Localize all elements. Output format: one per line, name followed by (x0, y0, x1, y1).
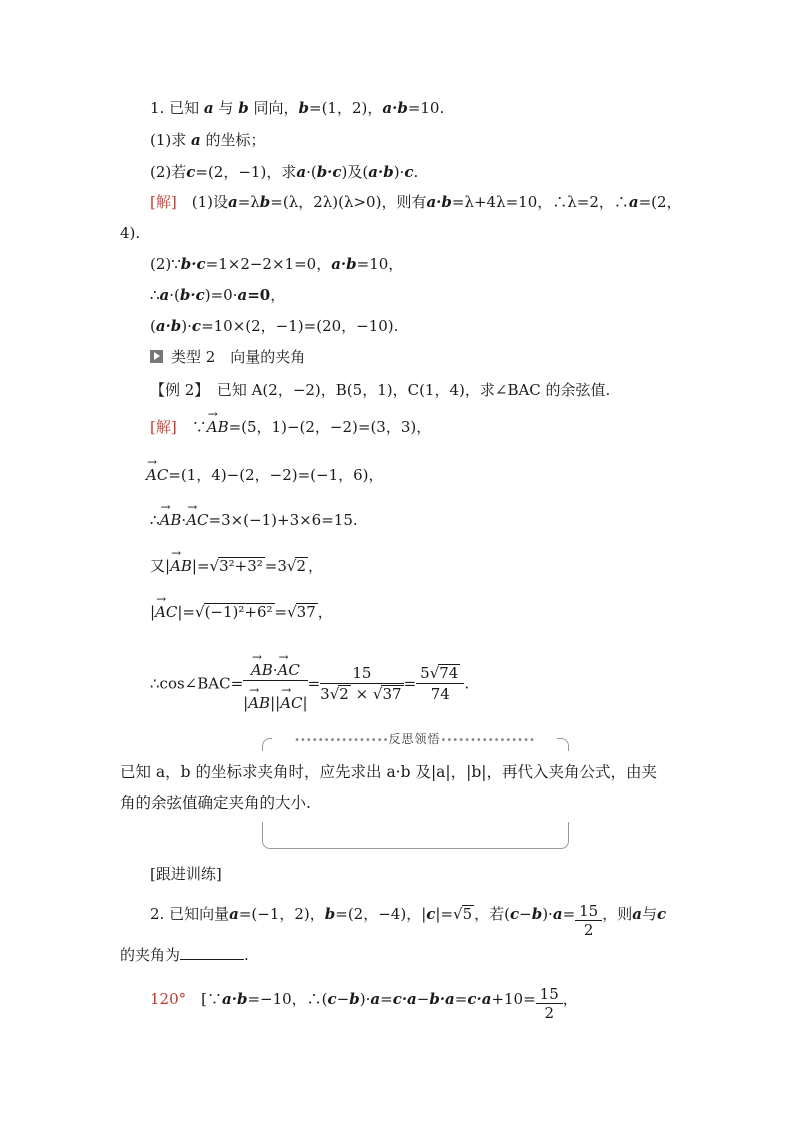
play-icon (150, 350, 163, 363)
text: = (562, 905, 576, 923)
text: =λ+4λ=10，∴λ=2，∴ (451, 193, 629, 211)
vector-AC: → AC (146, 465, 168, 485)
radicand: 3²+3² (219, 557, 263, 575)
solution-2-line-4: 又|→ AB|=√3²+3² =3√2 ， (150, 556, 323, 576)
var-a: a (159, 286, 170, 304)
var-a: a (296, 163, 307, 181)
denominator: 2 (544, 1004, 554, 1022)
vector-AB: → AB (207, 417, 229, 437)
text: )· (359, 990, 371, 1008)
var-ab: a·b (426, 193, 452, 211)
var-b: b (531, 905, 543, 923)
fraction-15-2 (575, 902, 602, 939)
fraction-3 (416, 663, 464, 704)
radicand: 37 (382, 685, 402, 703)
fraction-3-denominator: 74 (430, 685, 450, 703)
var-ab: a·b (382, 99, 408, 117)
solution-1-line-5 (150, 316, 398, 336)
var-ab: a·b (222, 990, 248, 1008)
fraction-1 (243, 654, 307, 713)
var-a: a (628, 193, 639, 211)
text: )· (542, 905, 553, 923)
var-ca: c·a (392, 990, 417, 1008)
fraction-1-denominator: |→ AB||→ AC| (243, 681, 307, 713)
text: =(5，1)−(2，−2)=(3，3)， (228, 418, 432, 436)
var-b: b (238, 99, 249, 117)
text: (1)设 (191, 193, 228, 211)
reflection-title-text: 反思领悟 (388, 732, 441, 746)
text: = (274, 603, 288, 621)
vector-AB: → AB (248, 693, 270, 713)
text: × (355, 685, 369, 703)
fraction-2-denominator: 3√2 × √37 (320, 685, 402, 703)
var-b: b (324, 905, 336, 923)
var-a: a (552, 905, 563, 923)
text: =0 (247, 286, 271, 304)
var-c: c (657, 905, 667, 923)
text: [∵ (201, 990, 223, 1008)
section-title: 类型 2 向量的夹角 (171, 348, 306, 366)
reflection-title: ••••••••••••••••反思领悟•••••••••••••••• (272, 730, 557, 747)
var-c: c (186, 163, 196, 181)
text: 5 (420, 664, 430, 682)
solution-1-line-1 (150, 192, 682, 212)
text: 与 (641, 905, 657, 923)
text: =λ (237, 193, 260, 211)
fraction-15-2 (536, 985, 563, 1022)
text: =−10，∴( (247, 990, 328, 1008)
text: =10×(2，−1)=(20，−10). (201, 317, 399, 335)
example-text: 已知 A(2，−2)，B(5，1)，C(1，4)，求∠BAC 的余弦值. (216, 381, 611, 399)
solution-1-line-3 (150, 254, 403, 274)
text: =10， (356, 255, 404, 273)
var-bc: b·c (316, 163, 342, 181)
vector-AC: → AC (278, 660, 300, 680)
radicand: 37 (296, 603, 316, 621)
text: 与 (218, 99, 234, 117)
text: =(−1，2)， (238, 905, 325, 923)
text: 的坐标； (205, 131, 266, 149)
var-b: b (349, 990, 360, 1008)
text: = (307, 674, 321, 693)
expr: (a·b)·c (362, 163, 414, 181)
var-c: c (404, 163, 414, 181)
text: =(2，−4)，| (335, 905, 427, 923)
solution-tag: [解] (150, 418, 177, 436)
problem-1-statement (150, 98, 444, 118)
practice-header: [跟进训练] (150, 865, 222, 883)
text: − (416, 990, 430, 1008)
var-a: a (632, 905, 642, 923)
text: = (380, 990, 393, 1008)
answer-value: 120° (150, 990, 187, 1008)
vector-AB: → AB (251, 660, 273, 680)
radicand: 2 (296, 557, 307, 575)
text: |= (435, 905, 454, 923)
fraction-2 (320, 663, 403, 704)
numerator: 15 (575, 902, 602, 921)
var-a: a (191, 131, 201, 149)
vector-AB: → AB (160, 510, 182, 530)
var-ab: a·b (331, 255, 357, 273)
text: ∴ (150, 286, 160, 304)
reflection-line-2: 角的余弦值确定夹角的大小. (120, 794, 311, 812)
radicand: 5 (462, 905, 473, 923)
text: ， (270, 286, 286, 304)
text: 及 (347, 163, 363, 181)
text: =3×(−1)+3×6=15. (208, 511, 358, 529)
text: . (464, 674, 470, 693)
text: |= (191, 557, 210, 575)
text: =(2， (638, 193, 682, 211)
text: =(1，4)−(2，−2)=(−1，6)， (168, 466, 384, 484)
fraction-2-numerator: 15 (320, 663, 403, 684)
text: =(2，−1)，求 (195, 163, 297, 181)
text: 2. 已知向量 (150, 905, 230, 923)
text: ， (308, 557, 324, 575)
text: = (454, 990, 468, 1008)
text: . (244, 946, 249, 964)
text: =0· (210, 286, 238, 304)
text: (2)∵ (150, 255, 181, 273)
text: ∴cos∠BAC= (150, 674, 244, 693)
vector-AC: → AC (186, 510, 208, 530)
example-label: 【例 2】 (150, 381, 202, 399)
reflection-box-bottom (262, 822, 569, 849)
fraction-3-numerator: 5√74 (416, 663, 464, 684)
expr: ·(b·c) (169, 286, 211, 304)
reflection-line-1: 已知 a，b 的坐标求夹角时，应先求出 a·b 及|a|，|b|，再代入夹角公式，由夹 (120, 763, 658, 781)
example-2 (150, 380, 610, 400)
expr: ·(b·c) (306, 163, 348, 181)
text: − (519, 905, 532, 923)
vector-AC: → AC (155, 602, 177, 622)
expr: (a·b)·c (150, 317, 202, 335)
text: = (403, 674, 417, 693)
text: . (413, 163, 419, 181)
solution-1-line-4 (150, 285, 285, 305)
var-ab: a·b (155, 317, 182, 335)
var-a: a (370, 990, 381, 1008)
vector-AB: → AB (170, 556, 192, 576)
text: 的夹角为 (120, 946, 181, 964)
text: 又| (150, 557, 171, 575)
practice-answer (150, 985, 578, 1022)
var-c: c (509, 905, 520, 923)
var-a: a (237, 286, 248, 304)
var-bc: b·c (180, 255, 206, 273)
text: ， (562, 990, 578, 1008)
section-header (150, 347, 305, 367)
fraction-1-numerator: → AB·→ AC (243, 654, 307, 681)
text: =1×2−2×1=0， (205, 255, 332, 273)
solution-2-cosine (150, 654, 469, 713)
text: ， (317, 603, 333, 621)
var-c: c (426, 905, 436, 923)
text: (1)求 (150, 131, 187, 149)
var-ab: a·b (368, 163, 394, 181)
text: =10. (407, 99, 445, 117)
text: +10= (491, 990, 536, 1008)
text: =(1，2)， (309, 99, 383, 117)
text: 3 (320, 685, 330, 703)
text: =(λ，2λ)(λ>0)，则有 (270, 193, 427, 211)
var-a: a (203, 99, 214, 117)
text: 同向， (253, 99, 299, 117)
numerator: 15 (536, 985, 563, 1004)
solution-tag: [解] (150, 193, 177, 211)
text: 已知 (169, 99, 200, 117)
var-ba: b·a (429, 990, 455, 1008)
text: − (336, 990, 350, 1008)
solution-2-line-3: ∴→ AB·→ AC=3×(−1)+3×6=15. (150, 510, 358, 530)
text: ，则 (602, 905, 633, 923)
vector-AC: → AC (280, 693, 302, 713)
problem-1-part-1 (150, 130, 266, 150)
solution-2-line-2 (146, 465, 384, 485)
radicand: 2 (339, 685, 349, 703)
var-a: a (229, 905, 239, 923)
radicand: 74 (439, 664, 459, 682)
denominator: 2 (583, 921, 594, 939)
solution-1-line-2: 4). (120, 224, 141, 242)
solution-2-line-5: |→ AC|=√(−1)²+6² =√37 ， (150, 602, 333, 622)
text: =3 (264, 557, 287, 575)
var-ca: c·a (467, 990, 492, 1008)
text: |= (177, 603, 195, 621)
problem-number: 1. (150, 99, 165, 117)
var-c: c (191, 317, 202, 335)
radicand: (−1)²+6² (204, 603, 273, 621)
var-b: b (259, 193, 271, 211)
text: ，若( (474, 905, 510, 923)
var-bc: b·c (179, 286, 205, 304)
solution-2-line-1: [解] ∵→ AB=(5，1)−(2，−2)=(3，3)， (150, 417, 431, 437)
practice-question-line-2 (120, 945, 249, 965)
practice-question-line-1: 2. 已知向量a=(−1，2)，b=(2，−4)，|c|=√5 ，若(c−b)·a= $\frac{15}{2}$ ，则a与c (150, 902, 667, 939)
var-a: a (227, 193, 238, 211)
answer-blank[interactable] (180, 945, 244, 960)
problem-1-part-2 (150, 162, 418, 182)
var-b: b (298, 99, 309, 117)
text: (2)若 (150, 163, 187, 181)
var-c: c (327, 990, 337, 1008)
